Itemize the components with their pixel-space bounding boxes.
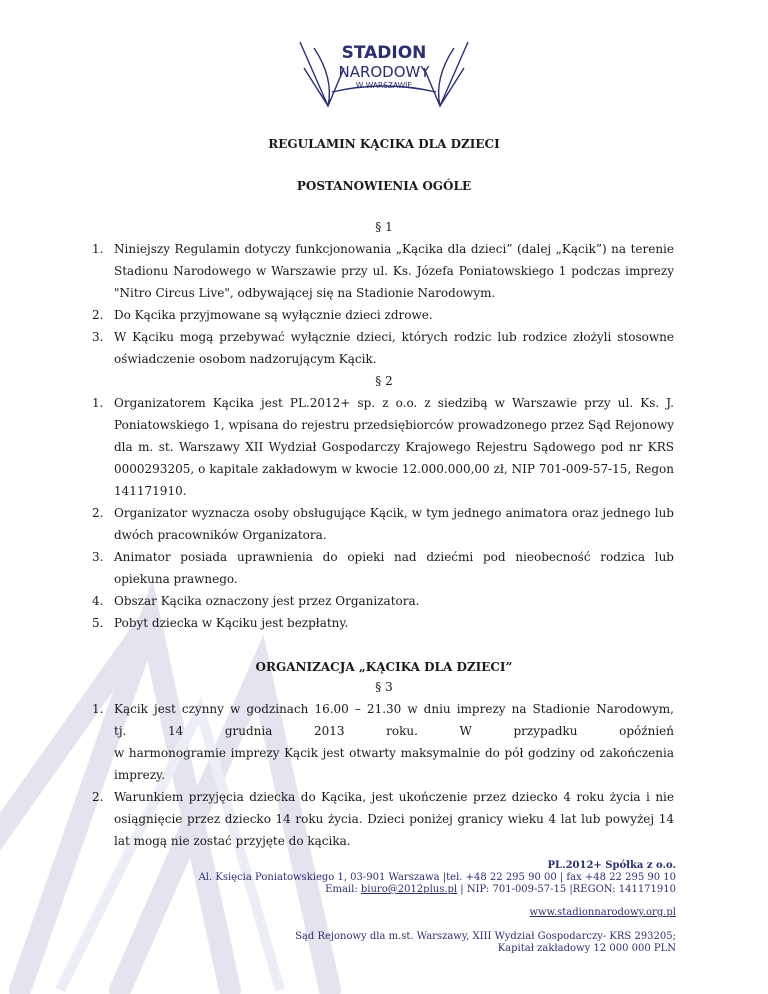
section-heading-organization: ORGANIZACJA „KĄCIKA DLA DZIECI” bbox=[255, 660, 513, 674]
item-number: 2. bbox=[92, 506, 104, 520]
item-number: 1. bbox=[92, 396, 104, 410]
item-text-line: w harmonogramie imprezy Kącik jest otwarty maksymalnie do pół godziny od zakończenia imprezy. bbox=[114, 746, 674, 782]
item-number: 2. bbox=[92, 790, 104, 804]
footer-contact bbox=[325, 884, 676, 896]
item-number: 5. bbox=[92, 616, 104, 630]
item-text: Organizatorem Kącika jest PL.2012+ sp. z o.o. z siedzibą w Warszawie przy ul. Ks. J. Poniatowskiego 1, wpisana do rejestru przedsiębiorców prowadzonego przez Sąd Rejonowy dla m. st. Warszawy XII Wydział Gospodarczy Krajowego Rejestru Sądowego pod nr KRS 0000293205, o kapitale zakładowym w kwocie 12.000.000,00 zł, NIP 701-009-57-15, Regon 141171910. bbox=[114, 396, 674, 498]
list-item bbox=[92, 612, 674, 634]
item-text: Warunkiem przyjęcia dziecka do Kącika, jest ukończenie przez dziecko 4 roku życia i nie osiągnięcie przez dziecko 14 roku życia. Dzieci poniżej granicy wieku 4 lat lub powyżej 14 lat mogą nie zostać przyjęte do kącika. bbox=[114, 790, 674, 848]
footer-email-link[interactable]: biuro@2012plus.pl bbox=[360, 884, 458, 895]
list-item bbox=[92, 546, 674, 590]
logo-line3: W WARSZAWIE bbox=[355, 81, 413, 90]
document-title: REGULAMIN KĄCIKA DLA DZIECI bbox=[268, 137, 500, 151]
list-item bbox=[92, 786, 674, 852]
footer-website-link[interactable]: www.stadionnarodowy.org.pl bbox=[529, 907, 676, 918]
item-text: Niniejszy Regulamin dotyczy funkcjonowania „Kącika dla dzieci” (dalej „Kącik”) na terenie Stadionu Narodowego w Warszawie przy ul. Ks. Józefa Poniatowskiego 1 podczas imprezy "Nitro Circus Live", odbywającej się na Stadionie Narodowym. bbox=[114, 242, 674, 300]
section-heading-general: POSTANOWIENIA OGÓLE bbox=[296, 179, 472, 193]
item-text: Animator posiada uprawnienia do opieki nad dziećmi pod nieobecność rodzica lub opiekuna prawnego. bbox=[114, 550, 674, 586]
item-text: Organizator wyznacza osoby obsługujące Kącik, w tym jednego animatora oraz jednego lub dwóch pracowników Organizatora. bbox=[114, 506, 674, 542]
footer-address: Al. Księcia Poniatowskiego 1, 03-901 Warszawa |tel. +48 22 295 90 00 | fax +48 22 295 90 10 bbox=[198, 872, 676, 883]
footer-website bbox=[529, 907, 676, 919]
item-number: 3. bbox=[92, 330, 104, 344]
list-item bbox=[92, 590, 674, 612]
paragraph-sign-2: § 2 bbox=[375, 374, 393, 388]
footer-capital: Kapitał zakładowy 12 000 000 PLN bbox=[497, 943, 676, 954]
footer-court: Sąd Rejonowy dla m.st. Warszawy, XIII Wydział Gospodarczy- KRS 293205; bbox=[295, 931, 676, 942]
footer-company bbox=[548, 860, 676, 872]
item-number: 4. bbox=[92, 594, 104, 608]
paragraph-sign-3: § 3 bbox=[375, 680, 393, 694]
item-text-line: tj. 14 grudnia 2013 roku. W przypadku opóźnień bbox=[114, 724, 674, 738]
list-item bbox=[92, 392, 674, 502]
footer-ids: | NIP: 701-009-57-15 |REGON: 141171910 bbox=[457, 884, 676, 895]
logo-line2: NARODOWY bbox=[338, 63, 430, 81]
item-number: 1. bbox=[92, 702, 104, 716]
item-text-line: Kącik jest czynny w godzinach 16.00 – 21.30 w dniu imprezy na Stadionie Narodowym, bbox=[114, 702, 674, 716]
item-text: W Kąciku mogą przebywać wyłącznie dzieci, których rodzic lub rodzice złożyli stosowne oświadczenie osobom nadzorującym Kącik. bbox=[114, 330, 674, 366]
paragraph-sign-1: § 1 bbox=[375, 220, 393, 234]
logo-line1: STADION bbox=[341, 43, 427, 63]
item-text: Obszar Kącika oznaczony jest przez Organizatora. bbox=[114, 594, 420, 608]
list-item bbox=[92, 698, 674, 786]
list-item bbox=[92, 238, 674, 304]
item-text: Do Kącika przyjmowane są wyłącznie dzieci zdrowe. bbox=[114, 308, 433, 322]
list-item bbox=[92, 326, 674, 370]
footer-email-label: Email: bbox=[325, 884, 361, 895]
item-number: 2. bbox=[92, 308, 104, 322]
list-item bbox=[92, 304, 674, 326]
footer-company-name: PL.2012+ Spółka z o.o. bbox=[547, 860, 676, 871]
list-item bbox=[92, 502, 674, 546]
item-text: Pobyt dziecka w Kąciku jest bezpłatny. bbox=[114, 616, 349, 630]
item-number: 3. bbox=[92, 550, 104, 564]
item-number: 1. bbox=[92, 242, 104, 256]
stadion-narodowy-logo bbox=[294, 28, 474, 118]
